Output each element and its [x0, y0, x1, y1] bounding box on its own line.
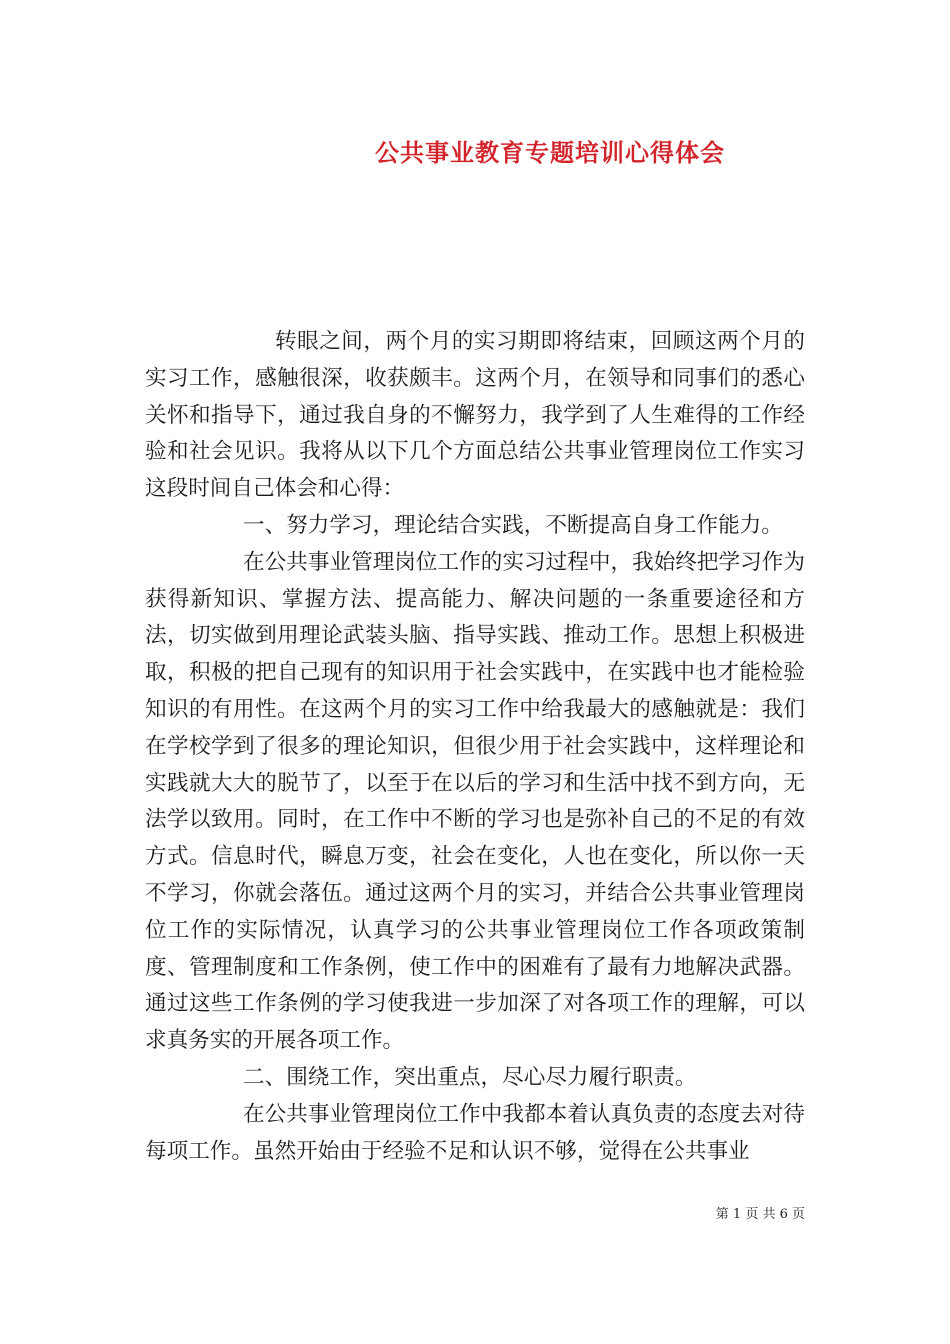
document-title: 公共事业教育专题培训心得体会 [375, 138, 725, 167]
paragraph-section-1: 在公共事业管理岗位工作的实习过程中，我始终把学习作为获得新知识、掌握方法、提高能力、解决问题的一条重要途径和方法，切实做到用理论武装头脑、指导实践、推动工作。思想上积极进取，积极的把自己现有的知识用于社会实践中，在实践中也才能检验知识的有用性。在这两个月的实习工作中给我最大的感触就是：我们在学校学到了很多的理论知识，但很少用于社会实践中，这样理论和实践就大大的脱节了，以至于在以后的学习和生活中找不到方向，无法学以致用。同时，在工作中不断的学习也是弥补自己的不足的有效方式。信息时代，瞬息万变，社会在变化，人也在变化，所以你一天不学习，你就会落伍。通过这两个月的实习，并结合公共事业管理岗位工作的实际情况，认真学习的公共事业管理岗位工作各项政策制度、管理制度和工作条例，使工作中的困难有了最有力地解决武器。通过这些工作条例的学习使我进一步加深了对各项工作的理解，可以求真务实的开展各项工作。 [145, 549, 805, 1054]
paragraph-section-2: 在公共事业管理岗位工作中我都本着认真负责的态度去对待每项工作。虽然开始由于经验不足和认识不够，觉得在公共事业 [145, 1101, 805, 1164]
page-number-footer: 第 1 页 共 6 页 [715, 1207, 805, 1222]
section-heading-1: 一、努力学习，理论结合实践，不断提高自身工作能力。 [243, 512, 783, 538]
document-body [145, 324, 805, 1170]
section-heading-2: 二、围绕工作，突出重点，尽心尽力履行职责。 [243, 1064, 697, 1090]
paragraph-intro: 转眼之间，两个月的实习期即将结束，回顾这两个月的实习工作，感触很深，收获颇丰。这两个月，在领导和同事们的悉心关怀和指导下，通过我自身的不懈努力，我学到了人生难得的工作经验和社会见识。我将从以下几个方面总结公共事业管理岗位工作实习这段时间自己体会和心得： [145, 329, 805, 502]
